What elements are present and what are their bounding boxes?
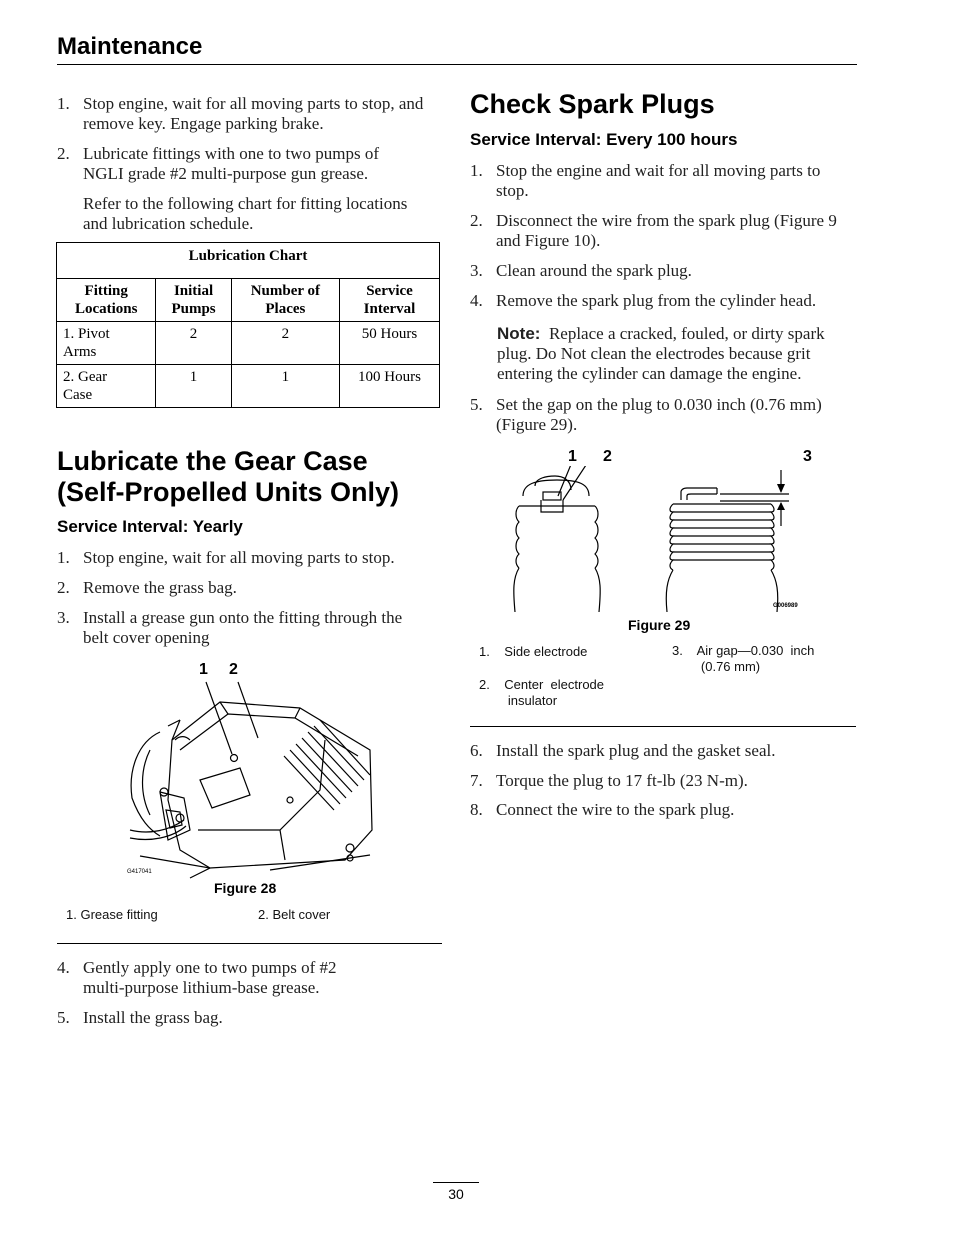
list-item: 2. Remove the grass bag. [57,578,237,597]
figure-28-callout-1: 1 [199,661,208,678]
figure-28-caption: Figure 28 [214,880,277,896]
table-cell: 1 [156,365,231,408]
column-header: Number of Places [231,279,339,322]
table-cell: 2 [156,322,231,365]
table-cell: 2 [231,322,339,365]
table-cell: 1. Pivot Arms [57,322,156,365]
note-label: Note: [497,324,541,343]
figure-29-callout-1: 1 [568,448,577,465]
list-item: 4. Remove the spark plug from the cylinder head. [470,291,817,310]
figure-29-code: G006989 [773,603,798,609]
figure-28-callout-2: 2 [229,661,238,678]
figure-29-legend-1: 1. Side electrode [479,644,588,659]
figure-29-callout-3: 3 [803,448,812,465]
service-interval-gear-case: Service Interval: Yearly [57,517,243,536]
figure-28-legend-1: 1. Grease fitting [66,907,158,922]
lubrication-chart-table [56,242,440,408]
page-number-rule [433,1182,479,1183]
table-row [57,365,440,408]
table-title: Lubrication Chart [57,243,440,279]
list-item: 1. Stop engine, wait for all moving parts to stop, and remove key. Engage parking brake. [57,94,424,133]
figure-28-code: G417041 [127,869,152,875]
list-item: 3. Install a grease gun onto the fitting through the belt cover opening [57,608,403,647]
list-item: 4. Gently apply one to two pumps of #2 multi-purpose lithium-base grease. [57,958,337,997]
column-header: Service Interval [340,279,440,322]
section-title-gear-case: Lubricate the Gear Case (Self-Propelled Units Only) [57,446,400,507]
list-item: 8. Connect the wire to the spark plug. [470,800,735,819]
table-cell: 100 Hours [340,365,440,408]
note-block: Note: Replace a cracked, fouled, or dirty spark plug. Do Not clean the electrodes because grit entering the cylinder can damage the engine. [497,324,825,383]
figure-29-caption: Figure 29 [628,617,691,633]
column-header: Fitting Locations [57,279,156,322]
table-header-row [57,279,440,322]
section-title-spark-plugs: Check Spark Plugs [470,89,715,119]
service-interval-spark-plugs: Service Interval: Every 100 hours [470,130,738,149]
figure-29-rule [470,726,856,727]
figure-28-illustration [120,680,380,880]
table-cell: 1 [231,365,339,408]
list-item: 1. Stop engine, wait for all moving parts to stop. [57,548,395,567]
figure-28-legend-2: 2. Belt cover [258,907,331,922]
page-header-title: Maintenance [57,33,203,60]
header-rule [57,64,857,65]
figure-28-rule [57,943,442,944]
figure-29-legend-3: 3. Air gap—0.030 inch (0.76 mm) [672,643,815,674]
figure-29-callout-2: 2 [603,448,612,465]
table-row [57,322,440,365]
figure-29-illustration [505,466,815,616]
figure-29-legend-2: 2. Center electrode insulator [479,677,605,708]
list-item: 7. Torque the plug to 17 ft-lb (23 N-m). [470,771,748,790]
list-item: 2. Disconnect the wire from the spark plug (Figure 9 and Figure 10). [470,211,837,250]
page-number: 30 [448,1186,464,1202]
list-item: 6. Install the spark plug and the gasket seal. [470,741,776,760]
list-item: 2. Lubricate fittings with one to two pumps of NGLI grade #2 multi-purpose gun grease. [57,144,380,183]
list-item: 5. Install the grass bag. [57,1008,223,1027]
column-header: Initial Pumps [156,279,231,322]
table-cell: 2. Gear Case [57,365,156,408]
table-cell: 50 Hours [340,322,440,365]
list-item: 1. Stop the engine and wait for all moving parts to stop. [470,161,821,200]
list-item: 5. Set the gap on the plug to 0.030 inch (0.76 mm) (Figure 29). [470,395,822,434]
list-item: 3. Clean around the spark plug. [470,261,692,280]
refer-paragraph: Refer to the following chart for fitting locations and lubrication schedule. [83,194,408,233]
